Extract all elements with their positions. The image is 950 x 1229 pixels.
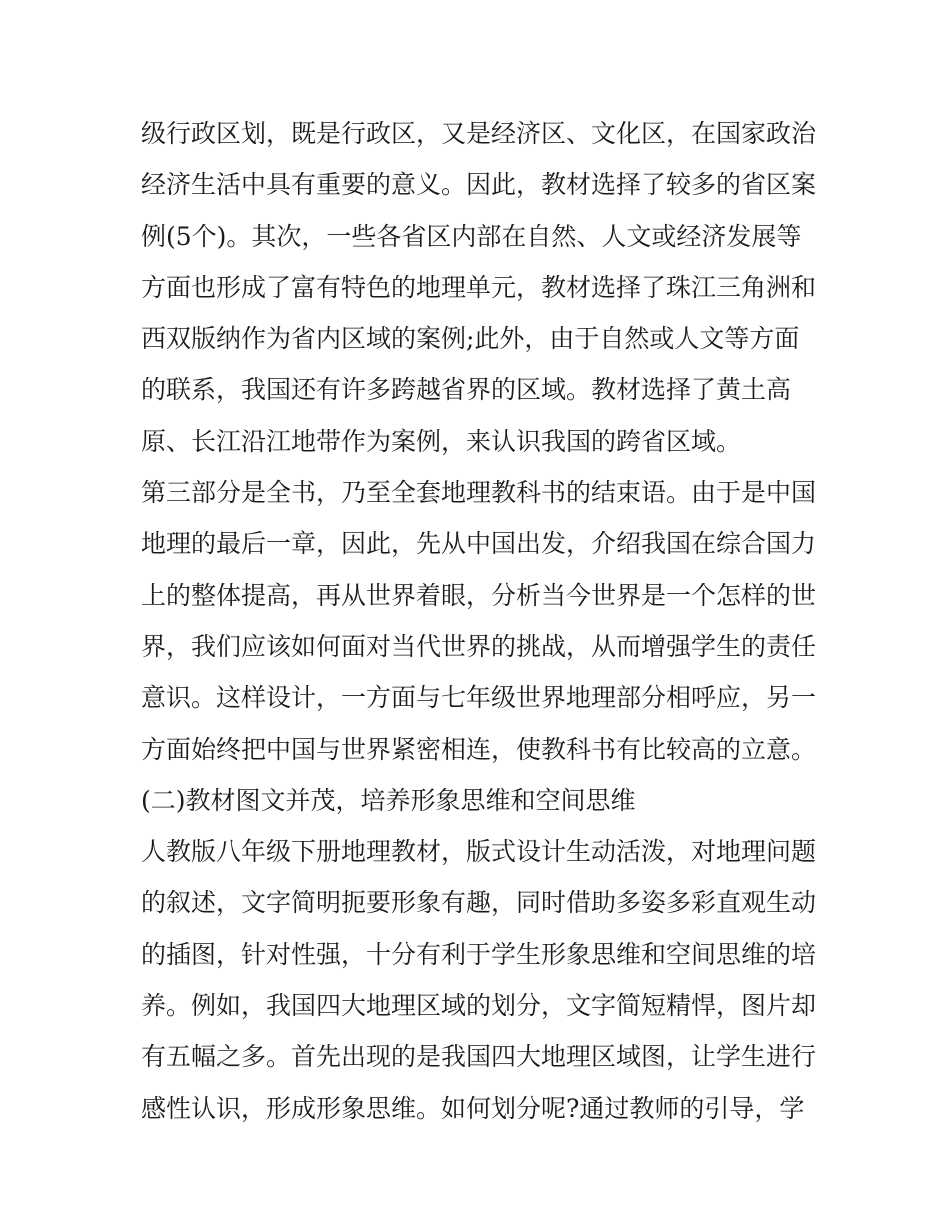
text-line: 的联系，我国还有许多跨越省界的区域。教材选择了黄土高 [141,375,792,405]
paragraph-line: 第三部分是全书，乃至全套地理教科书的结束语。由于是中国 [141,478,817,508]
text-line: 感性认识，形成形象思维。如何划分呢?通过教师的引导，学 [141,1093,805,1123]
text-line: 的插图，针对性强，十分有利于学生形象思维和空间思维的培 [141,939,817,969]
text-line: 上的整体提高，再从世界着眼，分析当今世界是一个怎样的世 [141,580,817,610]
text-line: 有五幅之多。首先出现的是我国四大地理区域图，让学生进行 [141,1042,817,1072]
body-text [141,108,821,1134]
text-line: 方面也形成了富有特色的地理单元，教材选择了珠江三角洲和 [141,272,817,302]
text-line: 西双版纳作为省内区域的案例;此外，由于自然或人文等方面 [141,324,800,354]
section-heading: (二)教材图文并茂，培养形象思维和空间思维 [141,785,636,815]
text-line: 方面始终把中国与世界紧密相连，使教科书有比较高的立意。 [141,734,817,764]
text-line: 原、长江沿江地带作为案例，来认识我国的跨省区域。 [141,426,742,456]
text-line: 例(5个)。其次，一些各省区内部在自然、人文或经济发展等 [141,221,802,251]
text-line: 意识。这样设计，一方面与七年级世界地理部分相呼应，另一 [141,683,817,713]
text-line: 级行政区划，既是行政区，又是经济区、文化区，在国家政治 [141,119,817,148]
text-line: 地理的最后一章，因此，先从中国出发，介绍我国在综合国力 [141,529,817,559]
text-line: 经济生活中具有重要的意义。因此，教材选择了较多的省区案 [141,170,817,200]
text-line: 界，我们应该如何面对当代世界的挑战，从而增强学生的责任 [141,631,817,661]
text-line: 的叙述，文字简明扼要形象有趣，同时借助多姿多彩直观生动 [141,888,817,918]
text-line: 养。例如，我国四大地理区域的划分，文字简短精悍，图片却 [141,991,817,1021]
paragraph-line: 人教版八年级下册地理教材，版式设计生动活泼，对地理问题 [141,837,817,867]
